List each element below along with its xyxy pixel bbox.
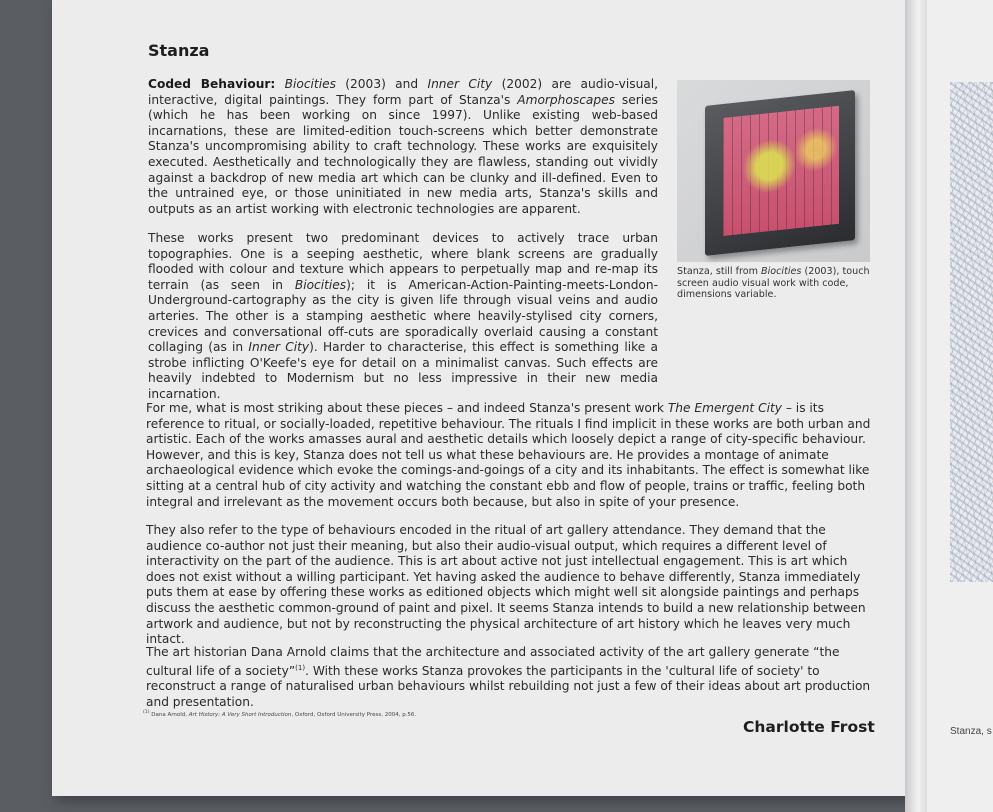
paragraph-1	[148, 77, 658, 217]
lead-in: Coded Behaviour:	[148, 77, 276, 91]
text-run: . With these works Stanza provokes the participants in the 'cultural life of society' to reconstruct a range of naturalised urban behaviours whilst rebuilding not just a few of their ideas about art production and presentation.	[146, 663, 871, 709]
artwork-photo	[677, 80, 870, 262]
work-title: Biocities	[761, 266, 802, 277]
author-name: Charlotte Frost	[743, 718, 875, 736]
figure-caption	[677, 266, 877, 301]
page-gutter	[905, 0, 927, 812]
footnote-ref: (1)	[295, 663, 306, 672]
text-run: , Oxford, Oxford University Press, 2004, p.56.	[291, 711, 417, 718]
paragraph-4: They also refer to the type of behaviours encoded in the ritual of art gallery attendance. They demand that the audience co-author not just their meaning, but also their audio-visual output, which requires a different level of interactivity on the part of the audience. This is art about active not just intellectual engagement. This is art which does not exist without a willing participant. Yet having asked the audience to behave differently, Stanza immediately puts them at ease by offering these works as editioned objects which might well sit alongside paintings and perhaps discuss the aesthetic common-ground of paint and pixel. It seems Stanza intends to build a new relationship between artwork and audience, but not by reconstructing the physical architecture of art history which he leaves very much intact.	[146, 523, 866, 647]
text-run: For me, what is most striking about these pieces – and indeed Stanza's present work	[146, 401, 664, 415]
work-title: Inner City	[427, 77, 493, 91]
text-run: series (which he has been working on since 1997). Unlike existing web-based incarnations, these are limited-edition touch-screens which better demonstrate Stanza's uncompromising ability to craft technology. These works are exquisitely executed. Aesthetically and technologically they are flawless, standing out vividly against a backdrop of new media art which can be clunky and ill-defined. Even to the untrained eye, or those uninitiated in new media arts, Stanza's skills and outputs as an artist working with electronic technologies are apparent.	[148, 92, 658, 216]
text-run: (2003) and	[345, 77, 419, 91]
text-run: These works present two predominant devices to actively trace urban topographies. One is a seeping aesthetic, where blank screens are gradually flooded with colour and texture which appears to perpetually map and re-map its terrain (as seen in	[148, 231, 658, 292]
paragraph-2	[148, 231, 658, 403]
text-run: (2003), touch screen audio visual work with code, dimensions variable.	[677, 266, 870, 300]
series-title: Amorphoscapes	[517, 92, 615, 107]
text-run: Stanza, still from	[677, 266, 758, 277]
article-title: Stanza	[148, 41, 210, 60]
text-run: The art historian Dana Arnold claims that the architecture and associated activity of the art gallery generate “the cultural life of a society”	[146, 645, 840, 678]
footnote	[143, 710, 416, 718]
touch-screen-display	[723, 106, 839, 236]
facing-page-artwork	[950, 82, 993, 582]
paragraph-5	[146, 645, 872, 710]
book-title: Art History: A Very Short Introduction	[188, 711, 292, 718]
work-title: The Emergent City	[667, 401, 782, 415]
touch-screen-frame	[705, 90, 855, 256]
text-run: ). Harder to characterise, this effect is something like a strobe inflicting O'Keefe's eye for detail on a minimalist canvas. Such effects are heavily indebted to Modernism but no less impressive in their new media incarnation.	[148, 340, 659, 401]
work-title: Inner City	[248, 340, 310, 355]
paragraph-3	[146, 401, 872, 510]
footnote-number: (1)	[143, 710, 150, 715]
facing-page-caption: Stanza, s	[950, 726, 992, 737]
text-run: – is its reference to ritual, or socially-loaded, repetitive behaviour. The rituals I find implicit in these works are both urban and artistic. Each of the works amasses aural and aesthetic details which loosely depict a range of city-specific behaviour. However, and this is key, Stanza does not tell us what these behaviours are. He provides a montage of animate archaeological evidence which evoke the comings-and-goings of a city and its inhabitants. The effect is somewhat like sitting at a central hub of city activity and watching the constant ebb and flow of people, trains or traffic, feeling both integral and irrelevant as the movement occurs both because, but also in spite of your presence.	[146, 401, 871, 509]
text-run: (2002) are audio-visual, interactive, digital paintings. They form part of Stanza's	[148, 77, 659, 107]
text-run: ); it is American-Action-Painting-meets-London-Underground-cartography as the city is given life through visual veins and audio arteries. The other is a stamping aesthetic where heavily-stylised city corners, crevices and conversational off-cuts are sporadically overlaid causing a constant collaging (as in	[148, 277, 659, 355]
text-run: Dana Arnold,	[151, 711, 188, 718]
work-title: Biocities	[294, 277, 347, 292]
work-title: Biocities	[284, 77, 336, 91]
